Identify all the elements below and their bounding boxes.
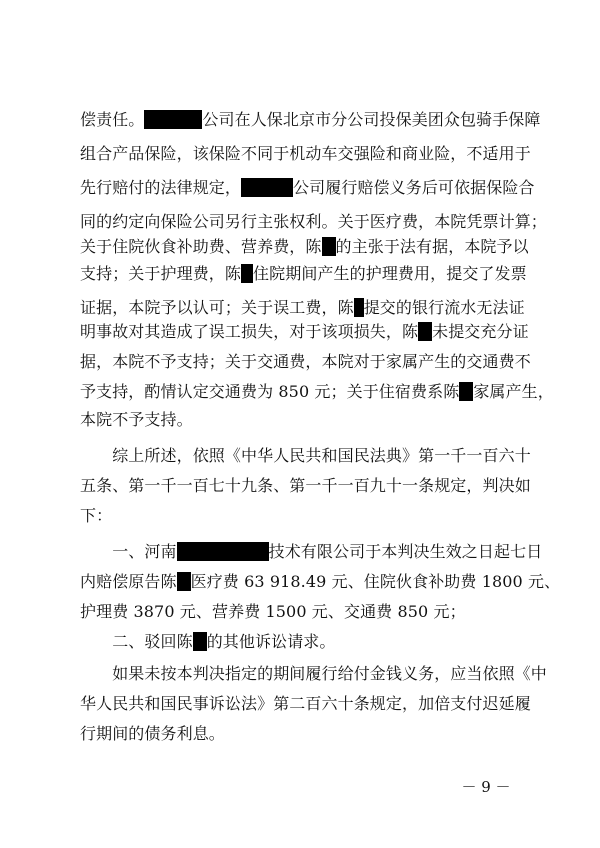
text-line (80, 322, 529, 342)
redaction-block (177, 542, 269, 561)
text-segment: 偿责任。 (80, 110, 145, 129)
redaction-block (418, 322, 432, 341)
text-segment: 证据，本院予以认可；关于误工费，陈 (80, 298, 354, 317)
text-segment: 先行赔付的法律规定， (80, 178, 242, 197)
text-segment: 医疗费 63 918.49 元、住院伙食补助费 1800 元、 (190, 572, 561, 591)
text-segment: 住院期间产生的护理费用，提交了发票 (253, 264, 527, 283)
text-segment: 技术有限公司于本判决生效之日起七日 (268, 542, 543, 561)
text-segment: 一、河南 (80, 542, 177, 561)
redaction-block (193, 632, 207, 651)
text-segment: 内赔偿原告陈 (80, 572, 177, 591)
text-line (80, 506, 112, 526)
text-segment: 予支持，酌情认定交通费为 850 元；关于住宿费系陈 (80, 382, 460, 401)
redaction-block (322, 237, 336, 256)
text-line (80, 237, 529, 257)
text-segment: 据，本院不予支持；关于交通费，本院对于家属产生的交通费不 (80, 352, 531, 371)
text-line (80, 212, 547, 232)
text-line (80, 572, 560, 592)
redaction-block (177, 572, 191, 591)
text-segment: 综上所述，依照《中华人民共和国民法典》第一千一百六十 (80, 446, 531, 465)
text-line (80, 264, 527, 284)
text-segment: 二、驳回陈 (80, 632, 193, 651)
text-segment: 公司在人保北京市分公司投保美团众包骑手保障 (202, 110, 541, 129)
text-segment: 提交的银行流水无法证 (363, 298, 525, 317)
text-segment: 如果未按本判决指定的期间履行给付金钱义务，应当依照《中 (80, 664, 547, 683)
text-segment: 的其他诉讼请求。 (206, 632, 336, 651)
text-line (80, 724, 225, 744)
text-segment: 本院不予支持。 (80, 410, 193, 429)
text-segment: 的主张于法有据，本院予以 (335, 237, 529, 256)
text-line (80, 542, 542, 562)
text-segment: 下： (80, 506, 113, 525)
text-line (80, 632, 336, 652)
text-segment: 明事故对其造成了误工损失，对于该项损失，陈 (80, 322, 419, 341)
text-line (80, 664, 547, 684)
text-line (80, 476, 531, 496)
text-line (80, 602, 466, 622)
text-segment: 华人民共和国民事诉讼法》第二百六十条规定，加倍支付迟延履 (80, 694, 531, 713)
text-segment: 行期间的债务利息。 (80, 724, 225, 743)
page-number: － 9 － (461, 778, 511, 796)
text-line (80, 446, 531, 466)
text-segment: 同的约定向保险公司另行主张权利。关于医疗费，本院凭票计算； (80, 212, 547, 231)
text-segment: 组合产品保险，该保险不同于机动车交强险和商业险，不适用于 (80, 144, 531, 163)
text-line (80, 352, 531, 372)
redaction-block (354, 298, 364, 317)
text-segment: 公司履行赔偿义务后可依据保险合 (293, 178, 535, 197)
redaction-block (241, 264, 253, 283)
redaction-block (144, 110, 202, 129)
text-line (80, 178, 535, 198)
text-line (80, 110, 541, 130)
text-segment: 五条、第一千一百七十九条、第一千一百九十一条规定，判决如 (80, 476, 531, 495)
text-line (80, 144, 531, 164)
text-line (80, 410, 193, 430)
text-segment: 支持；关于护理费，陈 (80, 264, 242, 283)
redaction-block (459, 382, 473, 401)
text-line (80, 694, 531, 714)
text-line (80, 382, 554, 402)
redaction-block (241, 178, 293, 197)
text-segment: 护理费 3870 元、营养费 1500 元、交通费 850 元； (80, 602, 466, 621)
text-line (80, 298, 525, 318)
text-segment: 家属产生， (473, 382, 554, 401)
text-segment: 未提交充分证 (432, 322, 529, 341)
text-segment: 关于住院伙食补助费、营养费，陈 (80, 237, 322, 256)
